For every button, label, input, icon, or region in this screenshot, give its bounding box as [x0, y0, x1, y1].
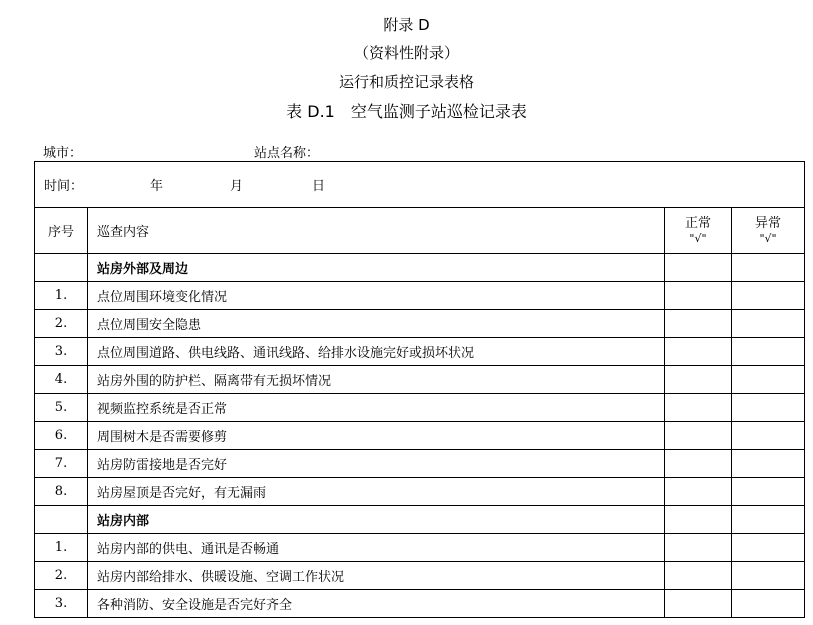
table-row: [35, 590, 805, 618]
inspection-item: 站房内部的供电、通讯是否畅通: [88, 534, 665, 562]
abnormal-check-cell[interactable]: [732, 394, 805, 422]
abnormal-check-cell[interactable]: [732, 310, 805, 338]
section-row: [35, 506, 805, 534]
abnormal-check-cell[interactable]: [732, 562, 805, 590]
normal-header-mark: "√": [689, 231, 707, 245]
abnormal-check-cell[interactable]: [732, 534, 805, 562]
normal-check-cell[interactable]: [665, 422, 732, 450]
abnormal-check-cell[interactable]: [732, 282, 805, 310]
month-label: 月: [230, 179, 244, 194]
abnormal-column-header: [732, 208, 805, 254]
row-number: 8.: [35, 478, 88, 506]
table-row: [35, 534, 805, 562]
section-seq-cell: [35, 506, 88, 534]
table-row: [35, 310, 805, 338]
inspection-item: 站房内部给排水、供暖设施、空调工作状况: [88, 562, 665, 590]
normal-check-cell[interactable]: [665, 254, 732, 282]
normal-check-cell[interactable]: [665, 310, 732, 338]
normal-check-cell[interactable]: [665, 562, 732, 590]
inspection-item: 站房防雷接地是否完好: [88, 450, 665, 478]
table-row: [35, 338, 805, 366]
row-number: 1.: [35, 534, 88, 562]
city-label: 城市：: [43, 146, 83, 161]
table-row: [35, 450, 805, 478]
appendix-nature: （资料性附录）: [353, 44, 459, 62]
time-cell: [35, 162, 805, 208]
table-row: [35, 394, 805, 422]
year-label: 年: [150, 179, 164, 194]
inspection-item: 点位周围环境变化情况: [88, 282, 665, 310]
table-title: 表 D.1 空气监测子站巡检记录表: [286, 102, 527, 121]
row-number: 2.: [35, 310, 88, 338]
abnormal-header-mark: "√": [759, 231, 777, 245]
table-row: [35, 562, 805, 590]
table-row: [35, 422, 805, 450]
row-number: 5.: [35, 394, 88, 422]
section-row: [35, 254, 805, 282]
abnormal-check-cell[interactable]: [732, 450, 805, 478]
row-number: 6.: [35, 422, 88, 450]
inspection-item: 站房外围的防护栏、隔离带有无损坏情况: [88, 366, 665, 394]
normal-check-cell[interactable]: [665, 506, 732, 534]
normal-check-cell[interactable]: [665, 282, 732, 310]
normal-column-header: [665, 208, 732, 254]
normal-check-cell[interactable]: [665, 450, 732, 478]
day-label: 日: [312, 179, 326, 194]
abnormal-check-cell[interactable]: [732, 478, 805, 506]
appendix-title: 附录 D: [383, 16, 430, 34]
normal-header-label: 正常: [684, 215, 711, 231]
inspection-item: 站房屋顶是否完好，有无漏雨: [88, 478, 665, 506]
row-number: 2.: [35, 562, 88, 590]
content-column-header: 巡查内容: [88, 208, 665, 254]
normal-check-cell[interactable]: [665, 590, 732, 618]
column-header-row: [35, 208, 805, 254]
abnormal-check-cell[interactable]: [732, 366, 805, 394]
abnormal-check-cell[interactable]: [732, 590, 805, 618]
normal-check-cell[interactable]: [665, 338, 732, 366]
abnormal-check-cell[interactable]: [732, 338, 805, 366]
inspection-item: 点位周围道路、供电线路、通讯线路、给排水设施完好或损坏状况: [88, 338, 665, 366]
row-number: 7.: [35, 450, 88, 478]
appendix-subtitle: 运行和质控记录表格: [338, 73, 474, 91]
time-label: 时间：: [44, 179, 84, 194]
table-row: [35, 366, 805, 394]
inspection-item: 视频监控系统是否正常: [88, 394, 665, 422]
row-number: 3.: [35, 590, 88, 618]
normal-check-cell[interactable]: [665, 366, 732, 394]
inspection-item: 周围树木是否需要修剪: [88, 422, 665, 450]
section-title: 站房内部: [88, 506, 665, 534]
abnormal-check-cell[interactable]: [732, 422, 805, 450]
seq-column-header: 序号: [35, 208, 88, 254]
abnormal-check-cell[interactable]: [732, 254, 805, 282]
row-number: 1.: [35, 282, 88, 310]
section-title: 站房外部及周边: [88, 254, 665, 282]
normal-check-cell[interactable]: [665, 394, 732, 422]
section-seq-cell: [35, 254, 88, 282]
abnormal-header-label: 异常: [755, 215, 782, 231]
inspection-record-table: [34, 161, 805, 618]
inspection-item: 点位周围安全隐患: [88, 310, 665, 338]
normal-check-cell[interactable]: [665, 478, 732, 506]
normal-check-cell[interactable]: [665, 534, 732, 562]
table-row: [35, 282, 805, 310]
inspection-item: 各种消防、安全设施是否完好齐全: [88, 590, 665, 618]
abnormal-check-cell[interactable]: [732, 506, 805, 534]
table-row: [35, 478, 805, 506]
site-name-label: 站点名称：: [254, 146, 320, 161]
row-number: 4.: [35, 366, 88, 394]
row-number: 3.: [35, 338, 88, 366]
time-row: [35, 162, 805, 208]
